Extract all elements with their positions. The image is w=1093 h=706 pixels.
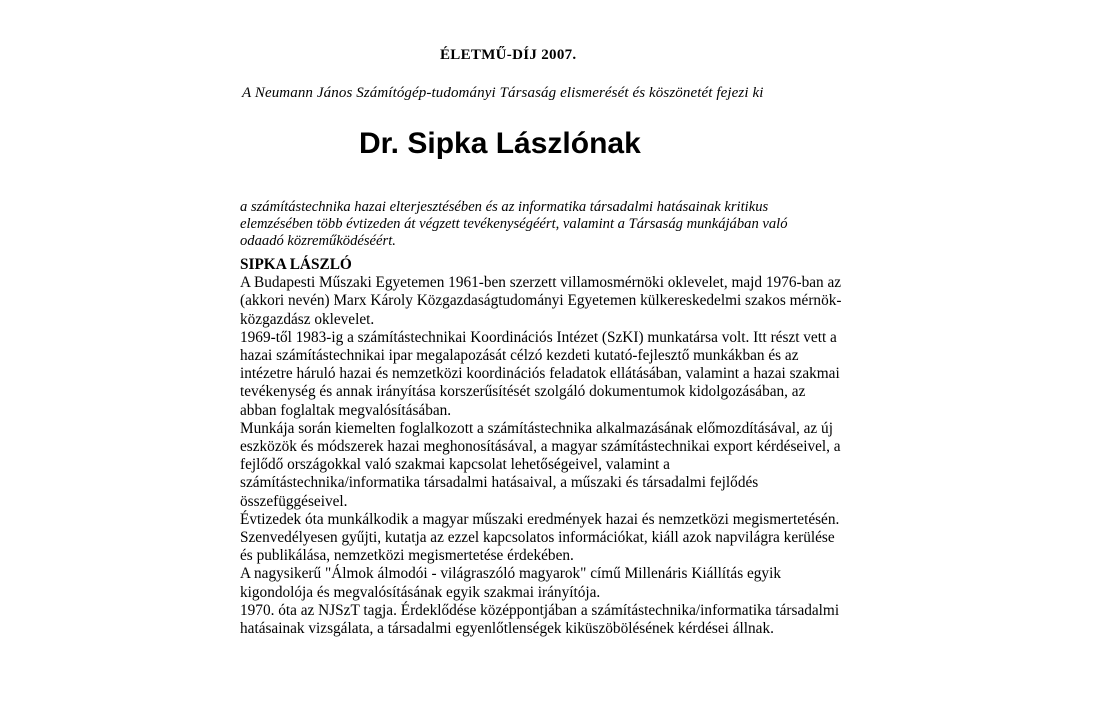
biography-line: hazai számítástechnikai ipar megalapozását célzó kezdeti kutató-fejlesztő munkákban és az	[240, 347, 799, 365]
honoree-name: Dr. Sipka Lászlónak	[359, 127, 641, 160]
award-title: ÉLETMŰ-DÍJ 2007.	[440, 47, 577, 63]
biography-line: abban foglaltak megvalósításában.	[240, 401, 452, 419]
biography-line: A Budapesti Műszaki Egyetemen 1961-ben szerzett villamosmérnöki oklevelet, majd 1976-ban az	[240, 274, 842, 292]
biography-section	[240, 256, 880, 638]
biography-heading: SIPKA LÁSZLÓ	[240, 256, 352, 273]
biography-line: hatásainak vizsgálata, a társadalmi egyenlőtlenségek kiküszöbölésének kérdései állnak.	[240, 620, 774, 638]
citation-line: elemzésében több évtizeden át végzett tevékenységéért, valamint a Társaság munkájában való	[240, 216, 788, 232]
biography-line: eszközök és módszerek hazai meghonosításával, a magyar számítástechnikai export kérdéseivel, a	[240, 438, 841, 456]
award-subtitle: A Neumann János Számítógép-tudományi Társaság elismerését és köszönetét fejezi ki	[242, 85, 764, 101]
biography-line: Szenvedélyesen gyűjti, kutatja az ezzel kapcsolatos információkat, kiáll azok napvilágra kerülése	[240, 529, 835, 547]
biography-line: tevékenység és annak irányítása korszerűsítését szolgáló dokumentumok kidolgozásában, az	[240, 383, 806, 401]
biography-line: 1970. óta az NJSzT tagja. Érdeklődése középpontjában a számítástechnika/informatika társadalmi	[240, 601, 840, 619]
biography-line: és publikálása, nemzetközi megismertetése érdekében.	[240, 547, 574, 565]
biography-line: Évtizedek óta munkálkodik a magyar műszaki eredmények hazai és nemzetközi megismertetésén.	[240, 510, 840, 528]
citation-paragraph	[240, 199, 840, 250]
biography-line: közgazdász oklevelet.	[240, 310, 375, 328]
biography-line: összefüggéseivel.	[240, 492, 348, 510]
biography-line: A nagysikerű "Álmok álmodói - világraszóló magyarok" című Millenáris Kiállítás egyik	[240, 565, 781, 583]
citation-line: a számítástechnika hazai elterjesztésében és az informatika társadalmi hatásainak kritikus	[240, 199, 769, 215]
biography-line: kigondolója és megvalósításának egyik szakmai irányítója.	[240, 583, 601, 601]
biography-line: intézetre háruló hazai és nemzetközi koordinációs feladatok ellátásában, valamint a hazai szakmai	[240, 365, 840, 383]
biography-line: számítástechnika/informatika társadalmi hatásaival, a műszaki és társadalmi fejlődés	[240, 474, 759, 492]
biography-line: 1969-től 1983-ig a számítástechnikai Koordinációs Intézet (SzKI) munkatársa volt. Itt részt vett a	[240, 328, 837, 346]
biography-line: fejlődő országokkal való szakmai kapcsolat lehetőségeivel, valamint a	[240, 456, 670, 474]
biography-line: Munkája során kiemelten foglalkozott a számítástechnika alkalmazásának előmozdításával, az új	[240, 419, 833, 437]
biography-line: (akkori nevén) Marx Károly Közgazdaságtudományi Egyetemen külkereskedelmi szakos mérnök-	[240, 292, 842, 310]
citation-line: odaadó közreműködéséért.	[240, 233, 396, 249]
